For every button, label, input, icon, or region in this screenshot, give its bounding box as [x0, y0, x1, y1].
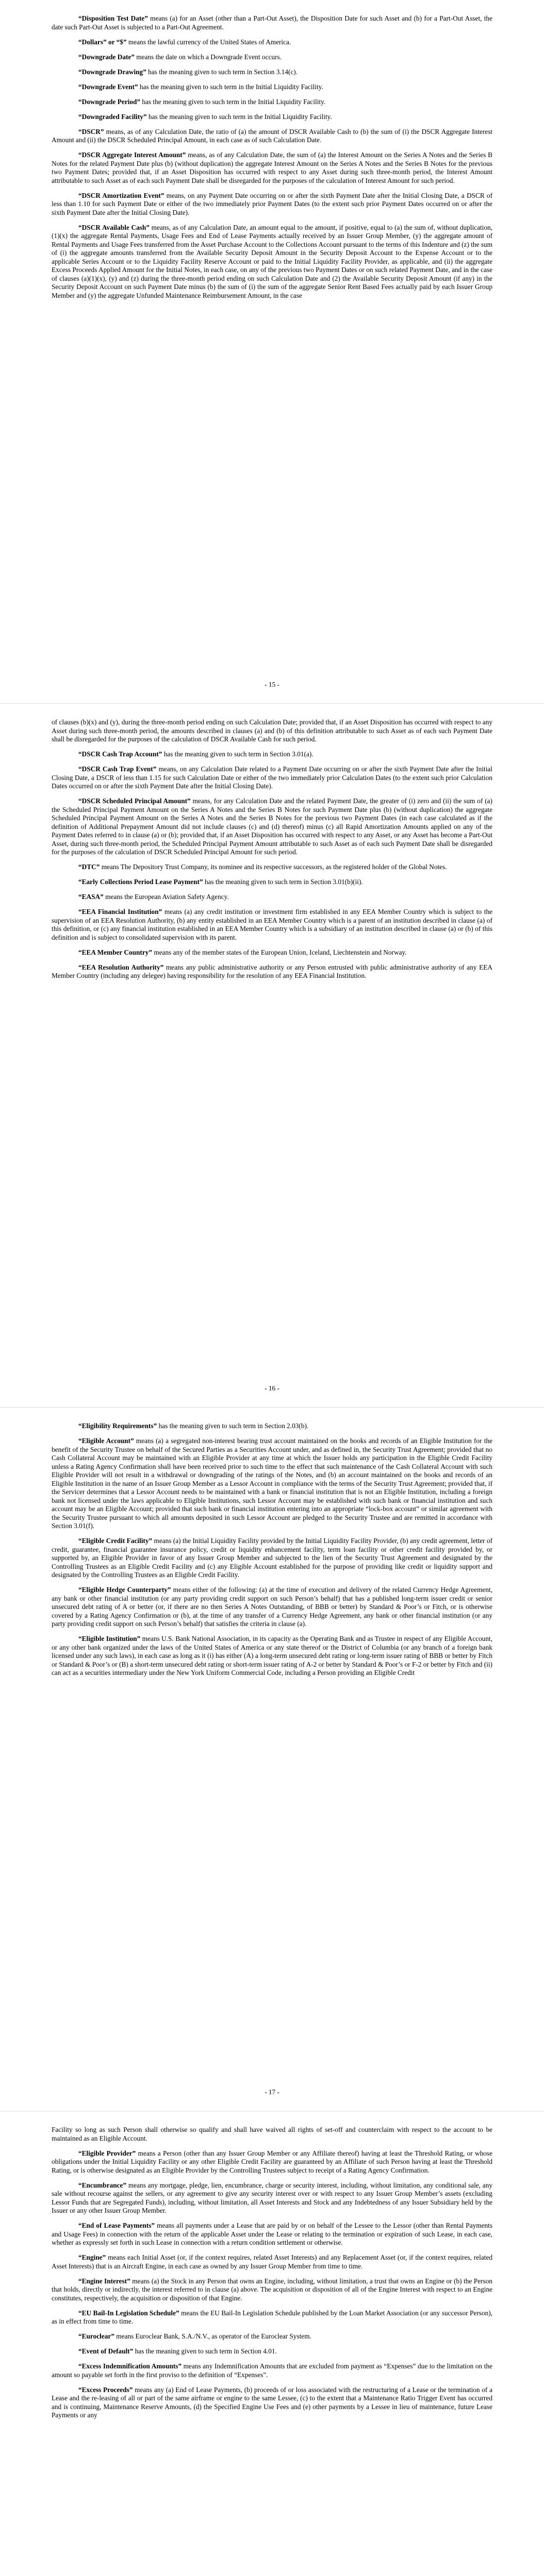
definition-text: means each Initial Asset (or, if the context requires, related Asset Interests) and any Replacement Asset (or, if the context requires, related Asset Interests) that is an Aircraft Engine, in each case as owned by any Issuer Group Member from time to time. [52, 2253, 492, 2270]
definition-paragraph [52, 1437, 492, 1531]
defined-term: “DSCR Cash Trap Event” [78, 765, 157, 773]
page-18-body [52, 2126, 492, 2426]
page-16 [0, 704, 544, 1407]
page-15-body [52, 14, 492, 307]
definition-paragraph [52, 83, 492, 92]
continued-paragraph [52, 718, 492, 744]
definition-paragraph [52, 2386, 492, 2420]
page-17-body [52, 1422, 492, 1684]
defined-term: “Disposition Test Date” [78, 14, 148, 22]
definition-text: means any public administrative authority or any Person entrusted with public administrative authority of any EEA Member Country (including any delegee) having responsibility for the resolution of any EEA Financial Institution. [52, 963, 492, 979]
definition-text: means, on any Payment Date occurring on or after the sixth Payment Date after the Initial Closing Date, a DSCR of less than 1.10 for such Payment Date or either of the two immediately prior Payment Dates (to the extent such prior Payment Dates occurred on or after the sixth Payment Date after the Initial Closing Date). [52, 191, 492, 216]
defined-term: “Eligibility Requirements” [78, 1422, 157, 1430]
page-16-body [52, 718, 492, 987]
defined-term: “Engine” [78, 2253, 106, 2261]
definition-paragraph [52, 1537, 492, 1580]
defined-term: “Euroclear” [78, 2332, 114, 2340]
definition-paragraph [52, 2253, 492, 2270]
definition-text: has the meaning given to such term in Section 2.03(b). [157, 1422, 309, 1430]
page-number: - 16 - [265, 1384, 279, 1392]
page-18 [0, 2111, 544, 2576]
continued-paragraph [52, 2126, 492, 2143]
definition-paragraph [52, 151, 492, 185]
defined-term: “DSCR Available Cash” [78, 223, 150, 231]
definition-text: means the lawful currency of the United States of America. [126, 38, 291, 46]
definition-paragraph [52, 2222, 492, 2247]
definition-text: means either of the following: (a) at the time of execution and delivery of the related Currency Hedge Agreement, any bank or other financial institution (or any party providing credit support on such Person’s behalf) that has a published long-term issuer credit or senior unsecured debt rating of A or better (or, if there are no then Series A Notes Outstanding, of BBB or better) by Standard & Poor’s or Fitch, or is otherwise covered by a Rating Agency Confirmation or (b), at the time of any transfer of a Currency Hedge Agreement, any bank or other financial institution (or any party providing credit support on such Person’s behalf) that satisfies the criteria in clause (a). [52, 1586, 492, 1628]
definition-text: means any of the member states of the European Union, Iceland, Liechtenstein and Norway. [152, 948, 407, 956]
definition-text: means the EU Bail-In Legislation Schedule published by the Loan Market Association (or any successor Person), as in effect from time to time. [52, 2309, 493, 2325]
definition-text: means, as of any Calculation Date, an amount equal to the amount, if positive, equal to (a) the sum of, without duplication, (1)(x) the aggregate Rental Payments, Usage Fees and End of Lease Payments actually received by an Issuer Group Member, (y) the aggregate amount of Rental Payments and Usage Fees transferred from the Asset Purchase Account to the Collections Account pursuant to the terms of this Indenture and (z) the sum of (i) the aggregate amounts transferred from the Available Security Deposit Amount in the Security Deposit Account to the Expense Account or to the applicable Series Account or to the Liquidity Facility Reserve Account or paid to the Initial Liquidity Facility Provider, as applicable, and (ii) the aggregate Excess Proceeds Applied Amount for the Initial Notes, in each case, on any of the previous two Payment Dates or on such related Payment Date, and in the case of clauses (a)(1)(x), (y) and (z) during the three-month period ending on such Calculation Date and (2) the Available Security Deposit Amount (if any) in the Security Deposit Account on such Payment Date minus (b) the sum of (i) the sum of the aggregate Senior Rent Based Fees actually paid by each Issuer Group Member and (y) the aggregate Unfunded Maintenance Reimbursement Amount, in the case [52, 223, 492, 299]
definition-paragraph [52, 878, 492, 887]
definition-text: means (a) the Stock in any Person that owns an Engine, including, without limitation, a trust that owns an Engine or (b) the Person that holds, directly or indirectly, the interest referred to in clause (a) above. The acquisition or disposition of all of the Engine Interest with respect to an Engine constitutes, respectively, the acquisition or disposition of that Engine. [52, 2277, 492, 2302]
defined-term: “Encumbrance” [78, 2181, 127, 2189]
definition-paragraph [52, 765, 492, 791]
defined-term: “Early Collections Period Lease Payment” [78, 878, 203, 886]
defined-term: “Dollars” or “$” [78, 38, 127, 46]
defined-term: “Eligible Institution” [78, 1635, 141, 1642]
defined-term: “DSCR Aggregate Interest Amount” [78, 151, 186, 159]
defined-term: “EU Bail-In Legislation Schedule” [78, 2309, 179, 2317]
definition-paragraph [52, 750, 492, 759]
definition-paragraph [52, 2309, 492, 2326]
definition-text: means, for any Calculation Date and the related Payment Date, the greater of (i) zero and (ii) the sum of (a) the Scheduled Principal Payment Amount on the Series A Notes and the Series B Notes for such Payment Date plus (b) (without duplication) the aggregate Scheduled Principal Payment Amount on the Series A Notes and the Series B Notes for the previous two Payment Dates (in each case calculated as if the definition of Additional Prepayment Amount did not include clauses (c) and (d) thereof) minus (c) all Rapid Amortization Amounts applied on any of the Payment Dates referred to in clause (a) or (b); provided that, if an Asset Disposition has occurred with respect to any Asset, or any Asset has become a Part-Out Asset, during such three-month period, the Scheduled Principal Payment Amount attributable to such Asset as of each such Payment Date shall be disregarded for the purposes of the calculation of DSCR Scheduled Principal Amount for such period. [52, 797, 492, 856]
definition-paragraph [52, 128, 492, 145]
definition-text: means any Indemnification Amounts that are excluded from payment as “Expenses” due to the limitation on the amount so payable set forth in the first proviso to the definition of “Expenses”. [52, 2362, 492, 2379]
defined-term: “Eligible Hedge Counterparty” [78, 1586, 171, 1594]
definition-text: has the meaning given to such term in Section 3.01(b)(ii). [203, 878, 363, 886]
definition-paragraph [52, 797, 492, 857]
definition-text: of clauses (b)(x) and (y), during the three-month period ending on such Calculation Date; provided that, if an Asset Disposition has occurred with respect to any Asset during such three-month period, the amounts described in clauses (a) and (b) of this definition attributable to such Asset as of each such Payment Date shall be disregarded for the purposes of the calculation of DSCR Available Cash for such period. [52, 718, 492, 743]
defined-term: “Downgrade Date” [78, 53, 135, 61]
definition-paragraph [52, 224, 492, 300]
definition-paragraph [52, 863, 492, 872]
definition-paragraph [52, 38, 492, 47]
definition-paragraph [52, 2149, 492, 2175]
definition-text: has the meaning given to such term in Section 3.14(c). [146, 67, 298, 76]
page-number: - 15 - [265, 681, 279, 688]
defined-term: “Eligible Credit Facility” [78, 1537, 153, 1545]
definition-paragraph [52, 98, 492, 107]
definition-paragraph [52, 1635, 492, 1677]
definition-text: means, on any Calculation Date related to a Payment Date occurring on or after the sixth Payment Date after the Initial Closing Date, a DSCR of less than 1.15 for such Calculation Date or either of the two immediately prior Calculation Dates (to the extent such prior Calculation Dates occurred on or after the sixth Payment Date after the Initial Closing Date). [52, 765, 493, 790]
definition-paragraph [52, 2362, 492, 2379]
defined-term: “DSCR” [78, 127, 104, 135]
definition-paragraph [52, 1422, 492, 1431]
definition-text: has the meaning given to such term in Section 4.01. [133, 2347, 277, 2355]
defined-term: “Downgraded Facility” [78, 112, 147, 121]
definition-paragraph [52, 1586, 492, 1629]
definition-paragraph [52, 893, 492, 902]
page-17 [0, 1408, 544, 2111]
definition-text: means any mortgage, pledge, lien, encumbrance, charge or security interest, including, without limitation, any conditional sale, any sale without recourse against the sellers, or any agreement to give any security interest over or with respect to any Issuer Group Member’s assets (excluding Lessor Funds that are Segregated Funds), including, without limitation, all Asset Interests and Stock and any Indebtedness of any Issuer Subsidiary held by the Issuer or any other Issuer Group Member. [52, 2181, 492, 2214]
definition-paragraph [52, 14, 492, 31]
definition-text: means (a) any credit institution or investment firm established in any EEA Member Country which is subject to the supervision of an EEA Resolution Authority, (b) any entity established in an EEA Member Country which is a parent of an institution described in clause (a) of this definition, or (c) any financial institution established in an EEA Member Country which is a subsidiary of an institution described in clause (a) or (b) of this definition and is subject to consolidated supervision with its parent. [52, 908, 492, 941]
definition-paragraph [52, 948, 492, 957]
defined-term: “Excess Indemnification Amounts” [78, 2362, 182, 2370]
definition-text: means Euroclear Bank, S.A./N.V., as operator of the Euroclear System. [114, 2332, 311, 2340]
defined-term: “Downgrade Period” [78, 97, 141, 106]
definition-paragraph [52, 53, 492, 62]
definition-paragraph [52, 113, 492, 122]
page-15 [0, 0, 544, 703]
defined-term: “EEA Member Country” [78, 948, 153, 956]
defined-term: “EEA Financial Institution” [78, 908, 162, 916]
defined-term: “Excess Proceeds” [78, 2385, 133, 2394]
definition-text: has the meaning given to such term in the Initial Liquidity Facility. [140, 97, 326, 106]
defined-term: “End of Lease Payments” [78, 2222, 155, 2229]
definition-paragraph [52, 68, 492, 77]
definition-paragraph [52, 192, 492, 217]
definition-paragraph [52, 2347, 492, 2356]
definition-text: means any (a) End of Lease Payments, (b) proceeds of or loss associated with the restructuring of a Lease or the termination of a Lease and the re-leasing of all or part of the same airframe or engine to the same Lessee, (c) to the extent that a Maintenance Ratio Trigger Event has occurred and is continuing, Maintenance Reserve Amounts, (d) the Specified Engine Use Fees and (e) other payments by a Lessee in lieu of maintenance, future Lease Payments or any [52, 2385, 492, 2419]
defined-term: “DSCR Amortization Event” [78, 191, 164, 199]
defined-term: “EEA Resolution Authority” [78, 963, 164, 971]
definition-text: means, as of any Calculation Date, the sum of (a) the Interest Amount on the Series A Notes and the Series B Notes for the related Payment Date plus (b) (without duplication) the aggregate Interest Amount on the Series A Notes and the Series B Notes for the previous two Payment Dates; provided that, if an Asset Disposition has occurred with respect to any Asset during such three-month period, the Interest Amount attributable to such Asset as of each such Payment Date shall be disregarded for the purposes of the calculation of Interest Amount for such period. [52, 151, 492, 184]
defined-term: “DSCR Cash Trap Account” [78, 750, 162, 758]
defined-term: “Downgrade Event” [78, 82, 138, 91]
definition-text: means, as of any Calculation Date, the ratio of (a) the amount of DSCR Available Cash to (b) the sum of (i) the DSCR Aggregate Interest Amount and (ii) the DSCR Scheduled Principal Amount, in each case as of such Calculation Date. [52, 127, 492, 144]
definition-paragraph [52, 2181, 492, 2215]
definition-text: means a Person (other than any Issuer Group Member or any Affiliate thereof) having at least the Threshold Rating, or whose obligations under the Initial Liquidity Facility or any other Eligible Credit Facility are guaranteed by an Affiliate of such Person having at least the Threshold Rating, or is otherwise designated as an Eligible Provider by the Controlling Trustees subject to receipt of a Rating Agency Confirmation. [52, 2149, 492, 2174]
page-number: - 17 - [265, 2088, 279, 2096]
definition-paragraph [52, 908, 492, 942]
definition-text: Facility so long as such Person shall otherwise so qualify and shall have waived all rights of set-off and counterclaim with respect to the account to be maintained as an Eligible Account. [52, 2126, 492, 2142]
defined-term: “Downgrade Drawing” [78, 67, 146, 76]
definition-text: means (a) the Initial Liquidity Facility provided by the Initial Liquidity Facility Provider, (b) any credit agreement, letter of credit, guarantee, financial guarantee insurance policy, credit or liquidity enhancement facility, term loan facility or other credit facility provided by, or supported by, an Eligible Provider in favor of any Issuer Group Member and subjected to the lien of the Security Trust Agreement and designated by the Controlling Trustees as an Eligible Credit Facility and (c) any Eligible Account established for the purpose of providing like credit or liquidity support and designated by the Controlling Trustees as an Eligible Credit Facility. [52, 1537, 493, 1579]
defined-term: “Eligible Account” [78, 1437, 134, 1445]
definition-paragraph [52, 2332, 492, 2341]
definition-text: has the meaning given to such term in the Initial Liquidity Facility. [146, 112, 332, 121]
definition-text: has the meaning given to such term in Section 3.01(a). [162, 750, 314, 758]
definition-text: means the European Aviation Safety Agency. [103, 893, 229, 901]
definition-text: means (a) for an Asset (other than a Part-Out Asset), the Disposition Date for such Asset and (b) for a Part-Out Asset, the date such Part-Out Asset is subjected to a Part-Out Agreement. [52, 14, 492, 31]
definition-paragraph [52, 2277, 492, 2303]
definition-text: has the meaning given to such term in the Initial Liquidity Facility. [138, 82, 323, 91]
definition-text: means (a) a segregated non-interest bearing trust account maintained on the books and records of an Eligible Institution for the benefit of the Security Trustee on behalf of the Secured Parties as a Securities Account under, and as defined in, the Security Trust Agreement; provided that no Cash Collateral Account may be maintained with an Eligible Provider at any time at which the Issuer holds any participation in the Eligible Credit Facility unless a Rating Agency Confirmation shall have been received prior to such time to the effect that such maintenance of the Cash Collateral Account with such Eligible Provider will not result in a withdrawal or downgrading of the ratings of the Notes, and (b) an account maintained on the books and records of an Eligible Institution in the name of an Issuer Group Member as a Lessor Account in compliance with the terms of the Security Trust Agreement; provided that, if the Servicer determines that a Lessor Account needs to be maintained with a bank or financial institution that is not an Eligible Institution, including a foreign bank not licensed under the laws applicable to Eligible Institutions, such Lessor Account may be established with such bank or financial institution and such account may be an Eligible Account; provided that such bank or financial institution entering into an appropriate “lock-box account” or similar agreement with the Security Trustee pursuant to which all amounts deposited in such Lessor Account are pledged to the Security Trustee and are remitted in accordance with Section 3.01(f). [52, 1437, 492, 1530]
definition-paragraph [52, 963, 492, 980]
defined-term: “Eligible Provider” [78, 2149, 136, 2157]
defined-term: “DSCR Scheduled Principal Amount” [78, 797, 191, 805]
definition-text: means U.S. Bank National Association, in its capacity as the Operating Bank and as Trustee in respect of any Eligible Account, or any other bank organized under the laws of the United States of America or any state thereof or the District of Columbia (or any branch of a foreign bank licensed under any such laws), in each case as long as it (i) has either (A) a long-term unsecured debt rating or long-term issuer rating of BBB or better by Fitch or Standard & Poor’s or (B) a short-term unsecured debt rating or short-term issuer rating of A-2 or better by Standard & Poor’s or F-2 or better by Fitch and (ii) can act as a securities intermediary under the New York Uniform Commercial Code, including a Person providing an Eligible Credit [52, 1635, 492, 1676]
definition-text: means The Depository Trust Company, its nominee and its respective successors, as the registered holder of the Global Notes. [100, 863, 447, 871]
definition-text: means all payments under a Lease that are paid by or on behalf of the Lessee to the Lessor (other than Rental Payments and Usage Fees) in connection with the return of the applicable Asset under the Lease or relating to the termination or expiration of such Lease, in each case, whether as expressly set forth in such Lease in connection with a return condition settlement or otherwise. [52, 2222, 492, 2246]
defined-term: “EASA” [78, 893, 104, 901]
definition-text: means the date on which a Downgrade Event occurs. [134, 53, 282, 61]
defined-term: “Engine Interest” [78, 2277, 130, 2285]
defined-term: “Event of Default” [78, 2347, 134, 2355]
defined-term: “DTC” [78, 863, 100, 871]
